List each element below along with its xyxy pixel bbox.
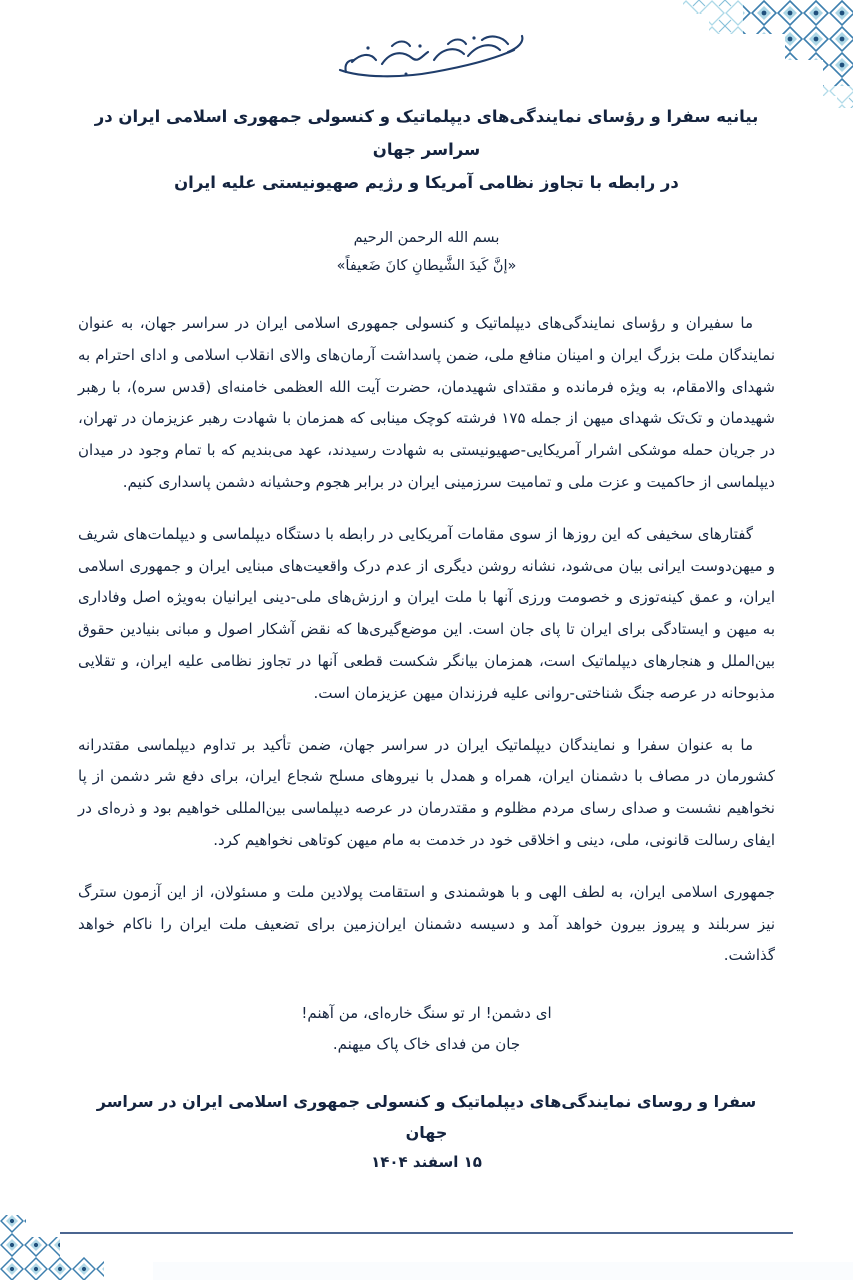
closing-poem xyxy=(78,998,775,1060)
document-body xyxy=(78,100,775,1177)
signature-date: ۱۵ اسفند ۱۴۰۴ xyxy=(371,1153,482,1172)
footer-divider xyxy=(60,1232,793,1234)
paragraph-2: گفتارهای سخیفی که این روزها از سوی مقامات آمریکایی در رابطه با دستگاه دیپلماسی و دیپلمات‌های شریف و میهن‌دوست ایرانی بیان می‌شود، نشانه روشن دیگری از عدم درک واقعیت‌های مبنایی ایران و جمهوری اسلامی ایران، و عمق کینه‌توزی و خصومت ورزی آنها با ملت ایران و ارزش‌های ملی-دینی ایرانیان به‌ویژه اصل وفاداری به میهن و ایستادگی برای ایران تا پای جان است. این موضع‌گیری‌ها که نقض آشکار اصول و مبانی بنیادین حقوق بین‌الملل و هنجارهای دیپلماتیک است، همزمان بیانگر شکست قطعی آنها در تجاوز نظامی علیه ایران، و تقلایی مذبوحانه در عرصه جنگ شناختی-روانی علیه فرزندان میهن عزیزمان است. xyxy=(78,524,775,702)
paragraph-3: ما به عنوان سفرا و نمایندگان دیپلماتیک ایران در سراسر جهان، ضمن تأکید بر تداوم دیپلماسی مقتدرانه کشورمان در مصاف با دشمنان ایران، همراه و همدل با نیروهای مسلح شجاع ایران، برای دفع شر دشمن از پا نخواهیم نشست و صدای رسای مردم مظلوم و مقتدرمان در عرصه دیپلماسی بین‌المللی خواهیم بود و ذره‌ای در ایفای رسالت قانونی، ملی، دینی و اخلاقی خود در خدمت به مام میهن کوتاهی نخواهیم کرد. xyxy=(78,735,775,850)
bottom-border-strip xyxy=(153,1236,853,1280)
bismillah-text: بسم الله الرحمن الرحیم xyxy=(353,230,500,246)
quran-ayah: «إنَّ کَیدَ الشَّیطانِ کانَ ضَعیفاً» xyxy=(336,257,517,274)
basmala-calligraphy xyxy=(0,26,853,90)
paragraph-4: جمهوری اسلامی ایران، به لطف الهی و با هوشمندی و استقامت پولادین ملت و مسئولان، از این آزمون سترگ نیز سربلند و پیروز بیرون خواهد آمد و دسیسه دشمنان ایران‌زمین برای تضعیف ملت ایران را ناکام خواهد گذاشت. xyxy=(78,882,775,965)
poem-line-2: جان من فدای خاک پاک میهنم. xyxy=(332,1034,521,1053)
signature-text: سفرا و روسای نمایندگی‌های دیپلماتیک و کنسولی جمهوری اسلامی ایران در سراسر جهان xyxy=(96,1091,757,1142)
page-title xyxy=(78,100,775,199)
paragraph-1: ما سفیران و رؤسای نمایندگی‌های دیپلماتیک و کنسولی جمهوری اسلامی ایران در سراسر جهان، به عنوان نمایندگان ملت بزرگ ایران و امینان منافع ملی، ضمن پاسداشت آرمان‌های والای انقلاب اسلامی و ادای احترام به شهدای والامقام، به ویژه فرمانده و مقتدای شهیدمان، حضرت آیت الله العظمی خامنه‌ای (قدس سره)، با رهبر شهیدمان و تک‌تک شهدای میهن از جمله ۱۷۵ فرشته کوچک مینابی که همزمان با شهادت رهبر عزیزمان در تهران، در جریان حمله موشکی اشرار آمریکایی-صهیونیستی به شهادت رسیدند، عهد می‌بندیم که با تمام وجود در میدان دیپلماسی از حاکمیت و عزت ملی و تمامیت سرزمینی ایران در برابر هجوم وحشیانه دشمن پاسداری کنیم. xyxy=(78,314,775,492)
headline-line-2: در رابطه با تجاوز نظامی آمریکا و رژیم صهیونیستی علیه ایران xyxy=(174,173,679,192)
bismillah-block xyxy=(78,225,775,280)
headline-line-1: بیانیه سفرا و رؤسای نمایندگی‌های دیپلماتیک و کنسولی جمهوری اسلامی ایران در سراسر جهان xyxy=(94,107,759,159)
poem-line-1: ای دشمن! ار تو سنگ خاره‌ای، من آهنم! xyxy=(301,1004,552,1023)
signature-block xyxy=(78,1086,775,1178)
